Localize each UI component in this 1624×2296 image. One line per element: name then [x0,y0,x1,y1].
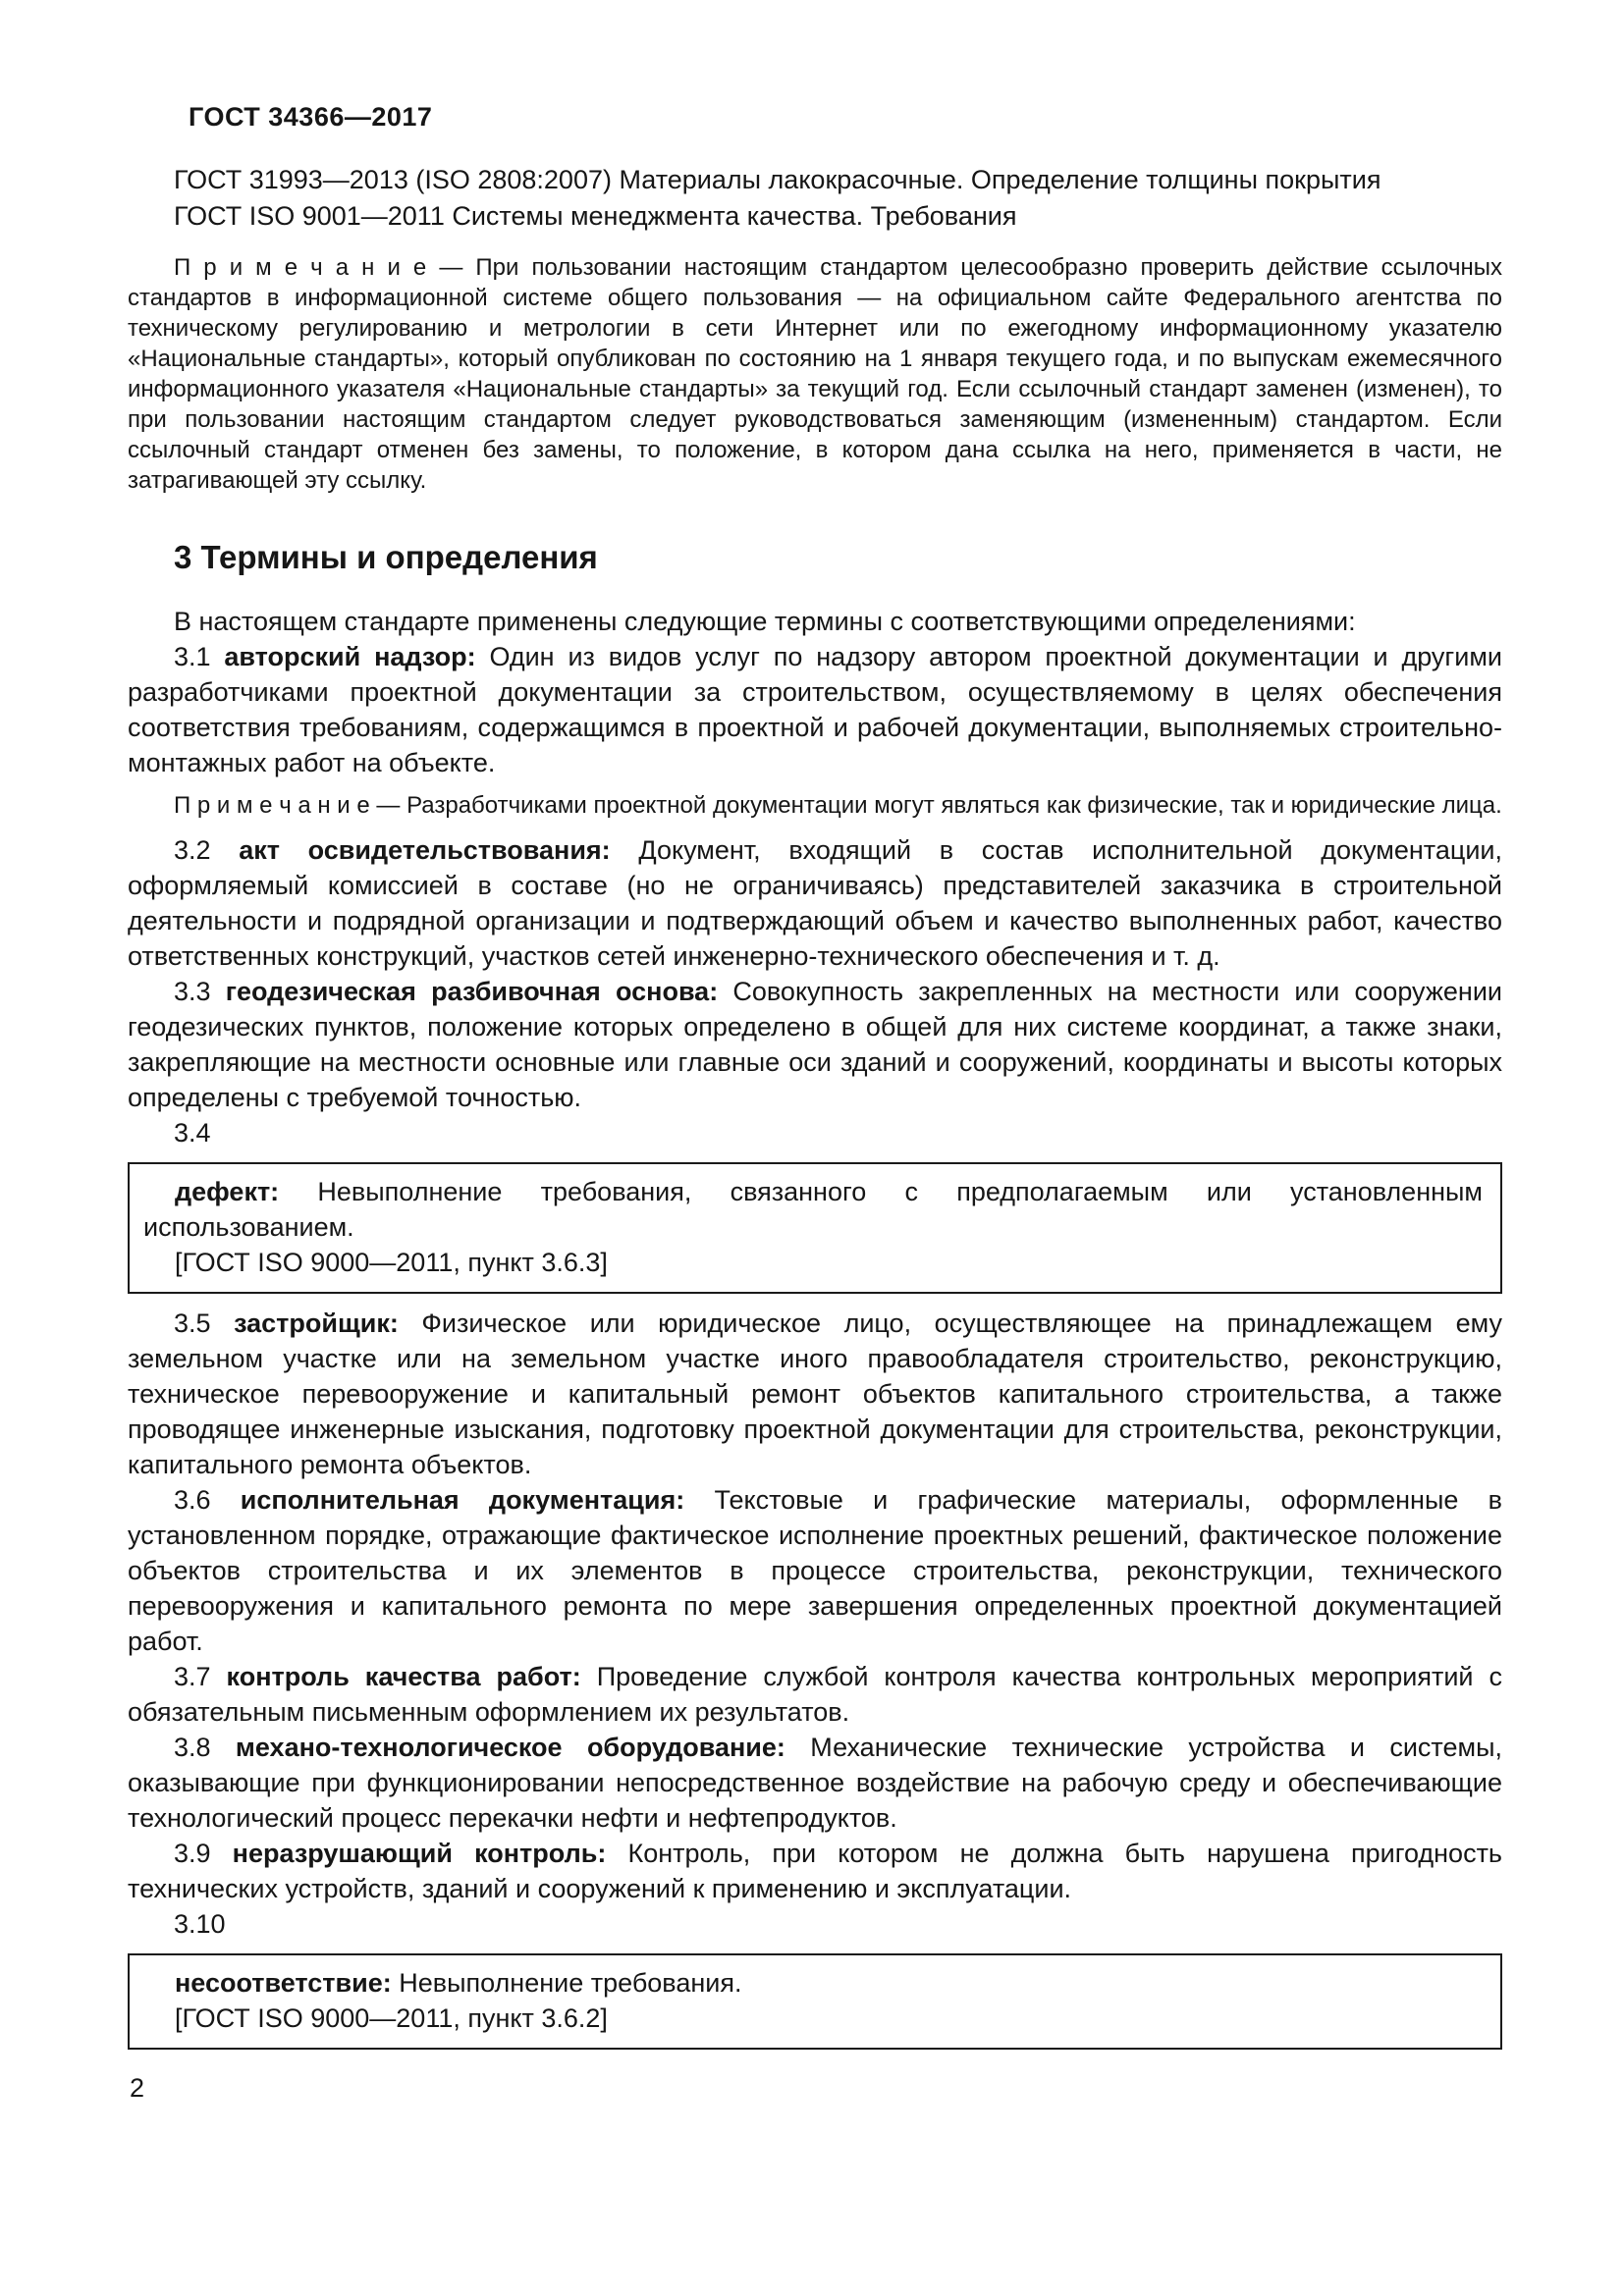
term-text: Совокупность закрепленных на местности или сооружении геодезических пунктов, положение которых определено в общей для них системе координат, а также знаки, закрепляющие на местности основные или главные оси зданий и сооружений, координаты и высоты которых определены с требуемой точностью. [128,977,1502,1112]
term-text: Физическое или юридическое лицо, осуществляющее на принадлежащем ему земельном участке или на земельном участке иного правообладателя строительство, реконструкцию, техническое перевооружение и капитальный ремонт объектов капитального строительства, а также проводящее инженерные изыскания, подготовку проектной документации для строительства, реконструкции, капитального ремонта объектов. [128,1308,1502,1479]
term-3-7 [128,1659,1502,1730]
term-3-5 [128,1306,1502,1482]
term-3-3 [128,974,1502,1115]
note-label: П р и м е ч а н и е [174,254,427,281]
term-3-8 [128,1730,1502,1836]
term-3-10-number: 3.10 [174,1909,226,1939]
section-intro: В настоящем стандарте применены следующие термины с соответствующими определениями: [174,607,1356,636]
term-number: 3.7 [174,1662,211,1691]
reference-line: ГОСТ 31993—2013 (ISO 2808:2007) Материалы лакокрасочные. Определение толщины покрытия [174,165,1381,194]
term-name: несоответствие: [175,1968,392,1998]
term-3-2 [128,832,1502,974]
term-name: акт освидетельствования: [210,835,611,865]
term-text: Механические технические устройства и системы, оказывающие при функционировании непосредственное воздействие на рабочую среду и обеспечивающие технологический процесс перекачки нефти и нефтепродуктов. [128,1733,1502,1833]
term-text: Один из видов услуг по надзору автором проектной документации и другими разработчиками проектной документации за строительством, осуществляемому в целях обеспечения соответствия требованиям, содержащимся в проектной и рабочей документации, выполняемых строительно-монтажных работ на объекте. [128,642,1502,777]
term-number: 3.5 [174,1308,211,1338]
term-text: Документ, входящий в состав исполнительной документации, оформляемый комиссией в составе (но не ограничиваясь) представителей заказчика в строительной деятельности и подрядной организации и подтверждающий объем и качество выполненных работ, качество ответственных конструкций, участков сетей инженерно-технического обеспечения и т. д. [128,835,1503,971]
term-3-4-number: 3.4 [174,1118,211,1148]
definition-box-defect [128,1162,1502,1294]
term-number: 3.8 [174,1733,211,1762]
term-3-1-note [128,790,1502,821]
term-number: 3.6 [174,1485,211,1515]
term-number: 3.1 [174,642,211,671]
section-heading: 3 Термины и определения [174,539,598,575]
source-reference: [ГОСТ ISO 9000—2011, пункт 3.6.2] [175,2003,608,2033]
term-name: застройщик: [210,1308,399,1338]
note-text: — Разработчиками проектной документации могут являться как физические, так и юридические лица. [369,792,1502,819]
term-text: Контроль, при котором не должна быть нарушена пригодность технических устройств, зданий и сооружений к применению и эксплуатации. [128,1839,1502,1903]
term-name: исполнительная документация: [210,1485,685,1515]
running-header: ГОСТ 34366—2017 [189,102,433,132]
boxed-definition [143,1174,1483,1245]
note-label: П р и м е ч а н и е [174,792,370,819]
reference-line: ГОСТ ISO 9001—2011 Системы менеджмента качества. Требования [174,201,1017,231]
definition-box-nonconformity [128,1953,1502,2050]
term-name: контроль качества работ: [210,1662,581,1691]
note-text: — При пользовании настоящим стандартом целесообразно проверить действие ссылочных стандартов в информационной системе общего пользования — на официальном сайте Федерального агентства по техническому регулированию и метрологии в сети Интернет или по ежегодному информационному указателю «Национальные стандарты», который опубликован по состоянию на 1 января текущего года, и по выпускам ежемесячного информационного указателя «Национальные стандарты» за текущий год. Если ссылочный стандарт заменен (изменен), то при пользовании настоящим стандартом следует руководствоваться заменяющим (измененным) стандартом. Если ссылочный стандарт отменен без замены, то положение, в котором дана ссылка на него, применяется в части, не затрагивающей эту ссылку. [128,254,1502,494]
term-3-6 [128,1482,1502,1659]
term-3-1 [128,639,1502,780]
page-number: 2 [130,2073,145,2103]
term-text: Невыполнение требования, связанного с предполагаемым или установленным использованием. [143,1177,1483,1242]
source-reference: [ГОСТ ISO 9000—2011, пункт 3.6.3] [175,1248,608,1277]
term-number: 3.9 [174,1839,211,1868]
term-number: 3.3 [174,977,211,1006]
term-name: механо-технологическое оборудование: [210,1733,785,1762]
term-name: геодезическая разбивочная основа: [210,977,719,1006]
boxed-definition [143,1965,1483,2001]
term-number: 3.2 [174,835,211,865]
term-text: Невыполнение требования. [391,1968,742,1998]
term-text: Текстовые и графические материалы, оформленные в установленном порядке, отражающие фактическое исполнение проектных решений, фактическое положение объектов строительства и их элементов в процессе строительства, реконструкции, технического перевооружения и капитального ремонта по мере завершения определенных проектной документацией работ. [128,1485,1502,1656]
term-name: неразрушающий контроль: [210,1839,607,1868]
term-3-9 [128,1836,1502,1906]
term-text: Проведение службой контроля качества контрольных мероприятий с обязательным письменным оформлением их результатов. [128,1662,1502,1727]
references-note [128,252,1502,496]
term-name: авторский надзор: [210,642,476,671]
references-block [128,162,1502,235]
term-name: дефект: [175,1177,280,1206]
